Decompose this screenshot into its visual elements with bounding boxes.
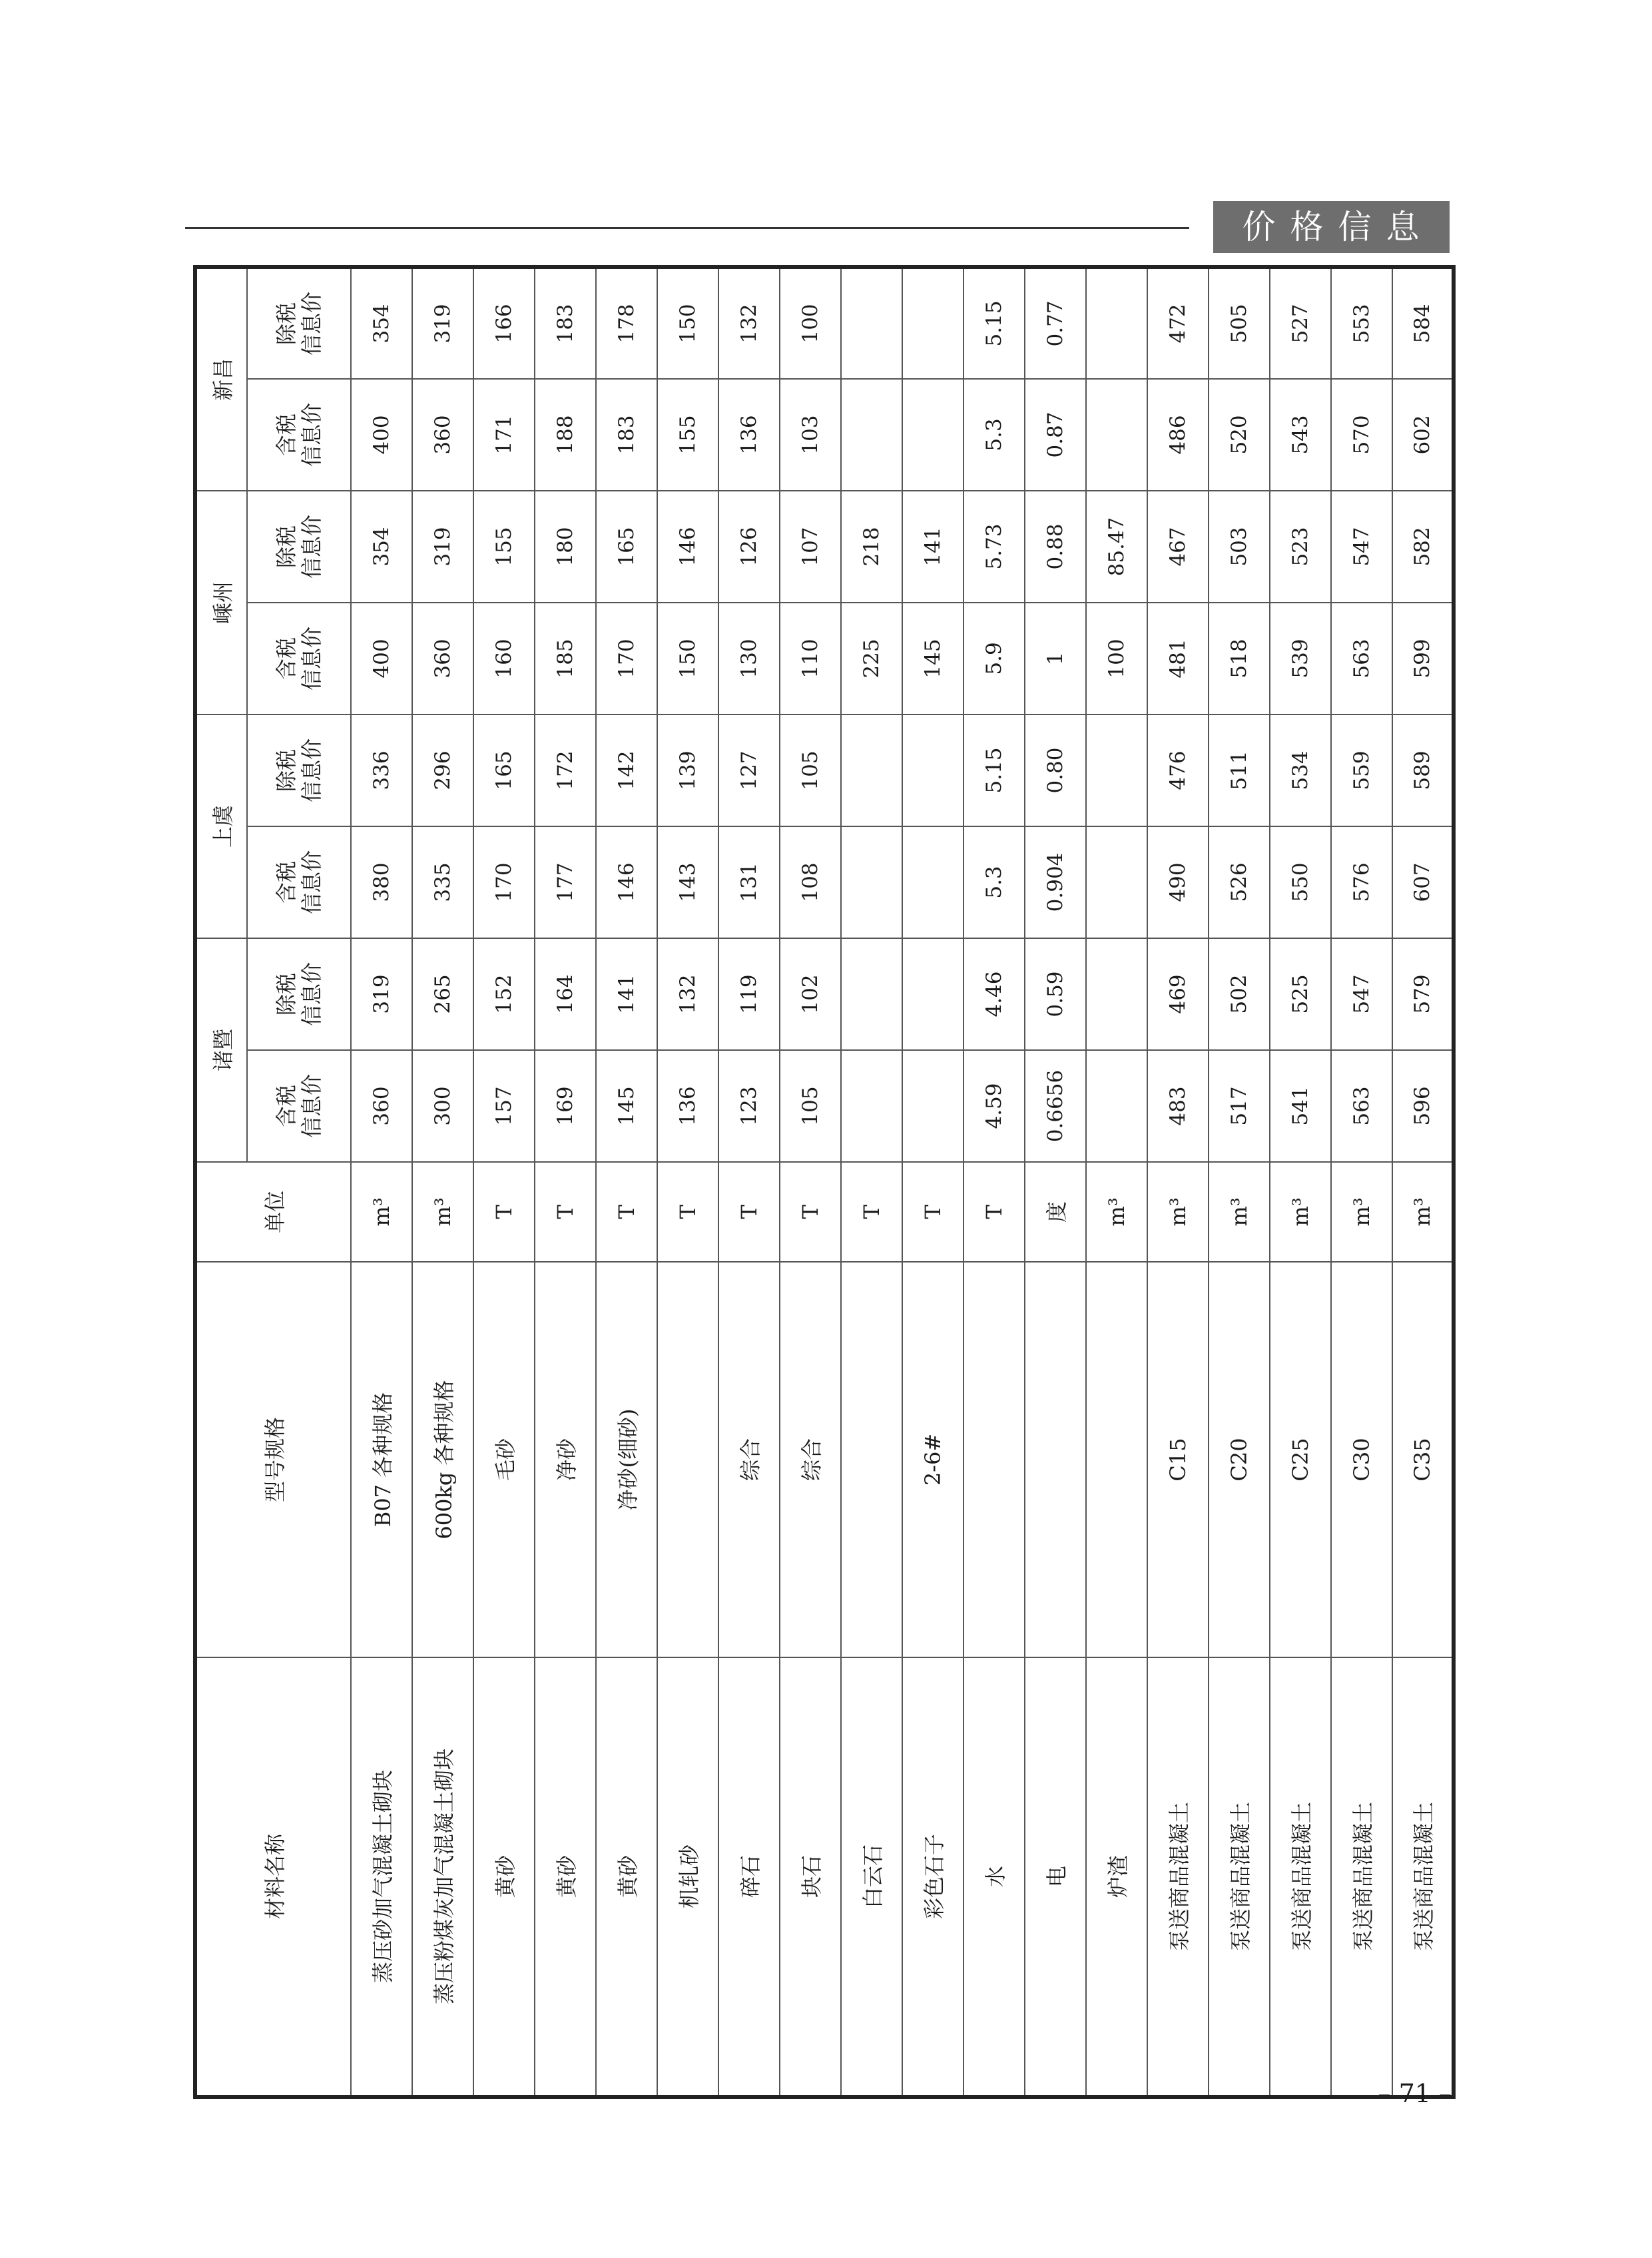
material-name-cell: 黄砂 [535, 1657, 596, 2097]
sub-header-line1: 含税 [274, 1085, 299, 1128]
price-cell: 102 [780, 938, 841, 1050]
price-cell: 123 [718, 1050, 780, 1162]
spec-cell: 2-6# [902, 1262, 964, 1657]
price-cell: 503 [1209, 491, 1270, 603]
price-cell: 136 [718, 379, 780, 491]
col-header-material: 材料名称 [195, 1657, 351, 2097]
price-cell: 169 [535, 1050, 596, 1162]
price-cell: 152 [473, 938, 535, 1050]
material-name-cell: 蒸压粉煤灰加气混凝土砌块 [412, 1657, 473, 2097]
price-cell: 105 [780, 1050, 841, 1162]
spec-cell [657, 1262, 718, 1657]
region-header-shengzhou: 嵊州 [195, 491, 247, 714]
price-cell: 155 [657, 379, 718, 491]
price-cell: 1 [1025, 603, 1086, 714]
price-cell: 360 [351, 1050, 412, 1162]
price-cell: 146 [596, 826, 657, 938]
unit-cell: T [473, 1162, 535, 1262]
price-cell: 319 [412, 491, 473, 603]
price-cell: 178 [596, 267, 657, 379]
price-cell: 127 [718, 714, 780, 826]
price-cell: 183 [535, 267, 596, 379]
material-name-cell: 黄砂 [473, 1657, 535, 2097]
price-cell: 150 [657, 603, 718, 714]
spec-cell [841, 1262, 902, 1657]
unit-cell: 度 [1025, 1162, 1086, 1262]
price-cell: 354 [351, 267, 412, 379]
spec-cell: 600kg 各种规格 [412, 1262, 473, 1657]
material-name-cell: 泵送商品混凝土 [1209, 1657, 1270, 2097]
price-cell: 467 [1147, 491, 1209, 603]
price-cell: 582 [1392, 491, 1454, 603]
price-cell: 319 [412, 267, 473, 379]
unit-cell: T [657, 1162, 718, 1262]
price-cell [841, 379, 902, 491]
price-cell: 141 [902, 491, 964, 603]
price-cell: 584 [1392, 267, 1454, 379]
price-cell [902, 938, 964, 1050]
price-cell: 107 [780, 491, 841, 603]
price-cell [1086, 267, 1147, 379]
unit-cell: m³ [1209, 1162, 1270, 1262]
price-cell: 559 [1331, 714, 1392, 826]
unit-cell: m³ [1392, 1162, 1454, 1262]
price-cell: 300 [412, 1050, 473, 1162]
table-row [902, 267, 964, 2097]
unit-cell: T [718, 1162, 780, 1262]
price-cell: 511 [1209, 714, 1270, 826]
sub-header-tax-excl [247, 714, 351, 826]
region-header-xinchang: 新昌 [195, 267, 247, 491]
price-cell: 166 [473, 267, 535, 379]
unit-cell: T [902, 1162, 964, 1262]
sub-header-tax-excl [247, 267, 351, 379]
unit-cell: m³ [1331, 1162, 1392, 1262]
table-row [1209, 267, 1270, 2097]
price-cell: 119 [718, 938, 780, 1050]
spec-cell: C35 [1392, 1262, 1454, 1657]
price-cell: 472 [1147, 267, 1209, 379]
price-cell [1086, 938, 1147, 1050]
price-cell: 0.88 [1025, 491, 1086, 603]
material-name-cell: 块石 [780, 1657, 841, 2097]
price-cell: 563 [1331, 1050, 1392, 1162]
price-cell: 319 [351, 938, 412, 1050]
price-cell: 5.73 [964, 491, 1025, 603]
unit-cell: m³ [351, 1162, 412, 1262]
price-cell: 0.80 [1025, 714, 1086, 826]
material-name-cell: 碎石 [718, 1657, 780, 2097]
price-cell: 5.15 [964, 267, 1025, 379]
sub-header-line2: 信息价 [299, 626, 324, 691]
price-cell: 517 [1209, 1050, 1270, 1162]
price-cell: 172 [535, 714, 596, 826]
price-cell: 589 [1392, 714, 1454, 826]
price-cell: 180 [535, 491, 596, 603]
price-cell: 518 [1209, 603, 1270, 714]
spec-cell: 净砂(细砂) [596, 1262, 657, 1657]
price-cell: 142 [596, 714, 657, 826]
price-cell: 132 [718, 267, 780, 379]
sub-header-tax-incl [247, 1050, 351, 1162]
price-cell [902, 714, 964, 826]
table-row [780, 267, 841, 2097]
sub-header-tax-incl [247, 379, 351, 491]
price-cell: 150 [657, 267, 718, 379]
material-name-cell: 泵送商品混凝土 [1270, 1657, 1331, 2097]
price-cell [841, 714, 902, 826]
price-cell: 541 [1270, 1050, 1331, 1162]
price-cell: 360 [412, 603, 473, 714]
region-header-shangyu: 上虞 [195, 714, 247, 938]
sub-header-tax-incl [247, 603, 351, 714]
price-cell: 225 [841, 603, 902, 714]
sub-header-line2: 信息价 [299, 962, 324, 1026]
price-cell: 265 [412, 938, 473, 1050]
price-cell: 105 [780, 714, 841, 826]
price-cell: 607 [1392, 826, 1454, 938]
unit-cell: T [596, 1162, 657, 1262]
price-cell: 476 [1147, 714, 1209, 826]
sub-header-line1: 除税 [274, 748, 299, 792]
sub-header-line1: 含税 [274, 637, 299, 680]
price-cell: 85.47 [1086, 491, 1147, 603]
sub-header-line2: 信息价 [299, 738, 324, 802]
price-cell: 336 [351, 714, 412, 826]
price-cell: 185 [535, 603, 596, 714]
price-cell: 4.59 [964, 1050, 1025, 1162]
table-row [1331, 267, 1392, 2097]
material-name-cell: 水 [964, 1657, 1025, 2097]
price-table [193, 265, 1456, 2099]
rotated-table-inner [193, 269, 1452, 2099]
table-row [1025, 267, 1086, 2097]
table-row [964, 267, 1025, 2097]
price-cell: 0.77 [1025, 267, 1086, 379]
price-cell: 110 [780, 603, 841, 714]
table-row [841, 267, 902, 2097]
price-cell: 5.15 [964, 714, 1025, 826]
sub-header-line2: 信息价 [299, 291, 324, 356]
sub-header-line1: 除税 [274, 525, 299, 568]
table-row [1270, 267, 1331, 2097]
price-cell: 486 [1147, 379, 1209, 491]
sub-header-line1: 含税 [274, 413, 299, 456]
price-cell: 0.87 [1025, 379, 1086, 491]
price-cell: 170 [596, 603, 657, 714]
price-cell: 360 [412, 379, 473, 491]
price-cell: 481 [1147, 603, 1209, 714]
price-cell: 131 [718, 826, 780, 938]
price-cell: 188 [535, 379, 596, 491]
price-cell: 145 [596, 1050, 657, 1162]
price-cell: 354 [351, 491, 412, 603]
spec-cell: B07 各种规格 [351, 1262, 412, 1657]
price-cell: 183 [596, 379, 657, 491]
material-name-cell: 泵送商品混凝土 [1392, 1657, 1454, 2097]
unit-cell: T [535, 1162, 596, 1262]
price-cell: 534 [1270, 714, 1331, 826]
price-cell: 171 [473, 379, 535, 491]
price-cell [841, 267, 902, 379]
price-cell: 165 [473, 714, 535, 826]
spec-cell [1086, 1262, 1147, 1657]
page-number: – 71 – [1378, 2079, 1452, 2108]
price-cell: 218 [841, 491, 902, 603]
price-cell: 132 [657, 938, 718, 1050]
price-cell: 0.904 [1025, 826, 1086, 938]
price-cell: 146 [657, 491, 718, 603]
material-name-cell: 蒸压砂加气混凝土砌块 [351, 1657, 412, 2097]
price-cell [902, 379, 964, 491]
price-cell: 100 [1086, 603, 1147, 714]
table-row [535, 267, 596, 2097]
sub-header-tax-excl [247, 938, 351, 1050]
sub-header-line2: 信息价 [299, 402, 324, 467]
price-cell: 570 [1331, 379, 1392, 491]
sub-header-line2: 信息价 [299, 514, 324, 579]
price-cell: 0.6656 [1025, 1050, 1086, 1162]
col-header-spec: 型号规格 [195, 1262, 351, 1657]
material-name-cell: 黄砂 [596, 1657, 657, 2097]
price-cell [902, 826, 964, 938]
price-cell: 5.3 [964, 826, 1025, 938]
price-cell: 130 [718, 603, 780, 714]
col-header-unit: 单位 [195, 1162, 351, 1262]
price-cell: 136 [657, 1050, 718, 1162]
table-row [412, 267, 473, 2097]
unit-cell: T [964, 1162, 1025, 1262]
header-rule [185, 227, 1189, 229]
table-row [1086, 267, 1147, 2097]
material-name-cell: 电 [1025, 1657, 1086, 2097]
unit-cell: T [841, 1162, 902, 1262]
price-cell: 400 [351, 603, 412, 714]
table-row [351, 267, 412, 2097]
spec-cell: 综合 [718, 1262, 780, 1657]
unit-cell: m³ [412, 1162, 473, 1262]
sub-header-tax-excl [247, 491, 351, 603]
price-cell: 520 [1209, 379, 1270, 491]
unit-cell: T [780, 1162, 841, 1262]
material-name-cell: 机轧砂 [657, 1657, 718, 2097]
price-cell: 527 [1270, 267, 1331, 379]
price-cell: 141 [596, 938, 657, 1050]
price-cell [841, 938, 902, 1050]
sub-header-line2: 信息价 [299, 1074, 324, 1139]
material-name-cell: 白云石 [841, 1657, 902, 2097]
price-cell [841, 1050, 902, 1162]
material-name-cell: 泵送商品混凝土 [1147, 1657, 1209, 2097]
price-cell: 543 [1270, 379, 1331, 491]
price-cell: 145 [902, 603, 964, 714]
unit-cell: m³ [1147, 1162, 1209, 1262]
price-cell: 170 [473, 826, 535, 938]
price-cell: 5.9 [964, 603, 1025, 714]
price-cell [841, 826, 902, 938]
price-cell: 523 [1270, 491, 1331, 603]
price-cell [1086, 826, 1147, 938]
spec-cell [964, 1262, 1025, 1657]
material-name-cell: 炉渣 [1086, 1657, 1147, 2097]
spec-cell: C25 [1270, 1262, 1331, 1657]
price-cell: 335 [412, 826, 473, 938]
price-cell: 139 [657, 714, 718, 826]
price-cell: 155 [473, 491, 535, 603]
price-cell: 380 [351, 826, 412, 938]
price-cell [1086, 379, 1147, 491]
sub-header-line1: 除税 [274, 972, 299, 1015]
price-cell: 599 [1392, 603, 1454, 714]
price-cell: 4.46 [964, 938, 1025, 1050]
price-cell: 469 [1147, 938, 1209, 1050]
section-title: 价格信息 [1213, 201, 1450, 253]
table-row [596, 267, 657, 2097]
price-cell: 0.59 [1025, 938, 1086, 1050]
price-cell: 157 [473, 1050, 535, 1162]
price-cell: 576 [1331, 826, 1392, 938]
spec-cell: C15 [1147, 1262, 1209, 1657]
unit-cell: m³ [1270, 1162, 1331, 1262]
material-name-cell: 泵送商品混凝土 [1331, 1657, 1392, 2097]
price-cell [1086, 1050, 1147, 1162]
price-cell: 579 [1392, 938, 1454, 1050]
price-cell: 143 [657, 826, 718, 938]
price-cell: 103 [780, 379, 841, 491]
table-row [1147, 267, 1209, 2097]
sub-header-line1: 除税 [274, 302, 299, 345]
price-cell: 400 [351, 379, 412, 491]
price-cell: 526 [1209, 826, 1270, 938]
price-cell: 177 [535, 826, 596, 938]
table-body [351, 267, 1454, 2097]
price-cell: 563 [1331, 603, 1392, 714]
price-cell: 602 [1392, 379, 1454, 491]
price-cell: 553 [1331, 267, 1392, 379]
rotated-table-container [193, 269, 1452, 2099]
spec-cell: 毛砂 [473, 1262, 535, 1657]
price-cell: 505 [1209, 267, 1270, 379]
table-row [657, 267, 718, 2097]
price-cell: 108 [780, 826, 841, 938]
price-cell: 100 [780, 267, 841, 379]
price-cell: 160 [473, 603, 535, 714]
table-row [473, 267, 535, 2097]
sub-header-tax-incl [247, 826, 351, 938]
price-cell: 126 [718, 491, 780, 603]
price-cell [902, 267, 964, 379]
price-cell: 483 [1147, 1050, 1209, 1162]
spec-cell: C30 [1331, 1262, 1392, 1657]
spec-cell: 净砂 [535, 1262, 596, 1657]
price-cell: 164 [535, 938, 596, 1050]
material-name-cell: 彩色石子 [902, 1657, 964, 2097]
sub-header-line2: 信息价 [299, 850, 324, 914]
price-cell: 539 [1270, 603, 1331, 714]
table-row [1392, 267, 1454, 2097]
price-cell [902, 1050, 964, 1162]
price-cell: 550 [1270, 826, 1331, 938]
unit-cell: m³ [1086, 1162, 1147, 1262]
price-cell: 547 [1331, 491, 1392, 603]
price-cell: 502 [1209, 938, 1270, 1050]
sub-header-line1: 含税 [274, 860, 299, 904]
price-cell: 547 [1331, 938, 1392, 1050]
price-cell: 525 [1270, 938, 1331, 1050]
price-cell [1086, 714, 1147, 826]
region-header-zhuji: 诸暨 [195, 938, 247, 1162]
spec-cell [1025, 1262, 1086, 1657]
price-cell: 296 [412, 714, 473, 826]
spec-cell: C20 [1209, 1262, 1270, 1657]
price-cell: 490 [1147, 826, 1209, 938]
price-cell: 165 [596, 491, 657, 603]
price-cell: 5.3 [964, 379, 1025, 491]
table-row [718, 267, 780, 2097]
spec-cell: 综合 [780, 1262, 841, 1657]
price-cell: 596 [1392, 1050, 1454, 1162]
